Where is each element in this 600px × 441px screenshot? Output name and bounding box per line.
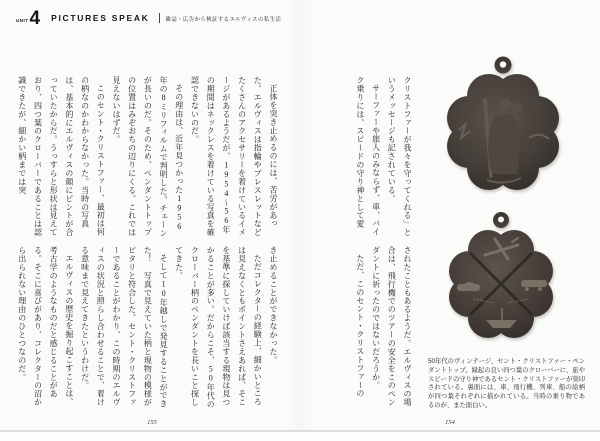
photo-caption: 50年代のヴィンテージ、セント・クリストファー・ペンダントトップ。縁起の良い四つ葉のクローバーに、旅やスピードの守り神であるセント・クリストファーが刻印されている。裏面には、車、飛行機、列車、船の絵柄が四つ葉それぞれに描かれている。当時の乗り物であるのが、また面白い。 (428, 358, 585, 409)
bail-ring (493, 212, 509, 228)
unit-number: 4 (29, 7, 41, 29)
paragraph: その理由は、近年見つかった1956年の8ミリフィルムで判明した。チェーンが長いのだ。そのため、ペンダントトップの位置はみぞおちの辺りにくる。これでは見えないはずだ。 (111, 76, 184, 238)
pendant-front-photo (431, 52, 575, 206)
paragraph: エルヴィスの歴史を掘り起こすことは、考古学のようなものだと感じることがある。そこに喜びがあり、コレクターの沼から出られない理由のひとつなのだ。 (17, 246, 74, 407)
bail-ring (495, 57, 512, 74)
chapter-title-en: PICTURES SPEAK (51, 13, 150, 23)
page-number-left: 155 (147, 419, 157, 426)
clover-pendant-front-image (431, 52, 575, 206)
paragraph: そして10年越しで発見することができた！ 写真で見えていた柄と現物の模様がピタリと符合した。セント・クリストファーであることがわかり、この時期のエルヴィスの状況と照らし合わせることで、着ける意味まで見えてきたというわけだ。 (80, 246, 169, 409)
unit-label: UNIT (16, 17, 29, 23)
paragraph: されたこともあるようだ。エルヴィスの場合は、飛行機でのツアーの安全をこのペンダントに祈ったのではないだろうか。 (371, 246, 412, 407)
paragraph: 正体を突き止めるのには、苦労があった。エルヴィスは指輪やブレスレットなどたくさんのアクセサリーを着けているイメージがあるようだが、1954〜56年の期間はネックレスを着けている写真を確認できないのだ。 (190, 76, 278, 237)
left-page-lower-text (14, 246, 281, 412)
clover-pendant-back-image (436, 208, 566, 348)
below-page-area (0, 432, 600, 441)
paragraph: クリストファーが我々を守ってくれる」というメッセージも記されている。 (387, 76, 412, 237)
header-divider (159, 13, 160, 23)
chapter-subtitle-jp: 雑誌・広告から検証するエルヴィスの私生活 (165, 16, 282, 23)
paragraph: ただ、このセント・クリストファーの (355, 254, 365, 398)
chapter-header (16, 6, 281, 30)
pendant-back-photo (436, 208, 566, 348)
right-page-upper-text (345, 76, 415, 238)
paragraph: き止めることができなかった。 (269, 246, 278, 365)
right-page-lower-text (345, 246, 415, 412)
left-page-upper-text (14, 76, 281, 238)
page-number-right: 154 (445, 419, 455, 426)
paragraph: ただコレクターの経験上、細かいところは見えなくともポイントさえあれば、そこを基準に探していけば該当する現物は見つかることが多い。だからこそ、50年代のクローバー柄のペンダントを長いこと探してきた。 (174, 246, 263, 409)
paragraph: このセント・クリストファー、最初は何の柄なのかわからなかった。当時の写真は、基本的にエルヴィスの顔にピントが合っていたからだ。うっすらと形状は見えており、四つ葉のクローバーであることは認識できたが、細かい柄までは突 (17, 76, 106, 237)
page-gutter (284, 0, 316, 430)
paragraph: サーファーや旅人のみならず、車、バイク乗りには、スピードの守り神として愛 (355, 76, 381, 237)
